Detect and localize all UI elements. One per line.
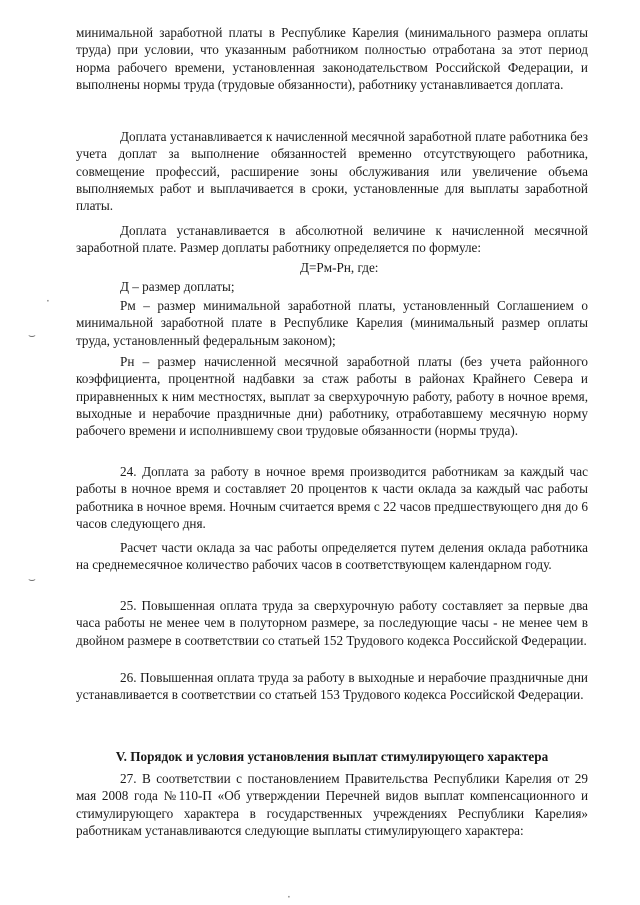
paragraph-hourly-rate: Расчет части оклада за час работы определяется путем деления оклада работника на среднемесячное количество рабочих часов в соответствующем календарном году. [76, 540, 588, 573]
section-heading-v: V. Порядок и условия установления выплат стимулирующего характера [115, 749, 549, 764]
definition-rn: Рн – размер начисленной месячной заработной платы (без учета районного коэффициента, процентной надбавки за стаж работы в районах Крайнего Севера и приравненных к ним местностях, выплат за сверхурочную работу, работу в ночное время, выходные и нерабочие праздничные дни) работнику, отработавшему месячную норму рабочего времени и исполнившему свои трудовые обязанности (нормы труда). [76, 354, 588, 439]
clause-24: 24. Доплата за работу в ночное время производится работникам за каждый час работы в ночное время и составляет 20 процентов к части оклада за каждый час работы работника в ночное время. Ночным считается время с 22 часов предшествующего дня до 6 часов следующего дня. [76, 464, 588, 531]
formula: Д=Рм-Рн, где: [300, 260, 379, 275]
paragraph-supplement-basis: Доплата устанавливается к начисленной месячной заработной плате работника без учета доплат за выполнение обязанностей временно отсутствующего работника, совмещение профессий, расширение зоны обслуживания или увеличение объема выполняемых работ и выплачивается в сроки, установленные для выплаты заработной платы. [76, 129, 588, 214]
clause-26: 26. Повышенная оплата труда за работу в выходные и нерабочие праздничные дни устанавливается в соответствии со статьей 153 Трудового кодекса Российской Федерации. [76, 670, 588, 703]
scan-mark: · [46, 294, 50, 308]
scan-mark: · [287, 890, 291, 904]
paragraph-supplement-formula-intro: Доплата устанавливается в абсолютной величине к начисленной месячной заработной плате. Размер доплаты работнику определяется по формуле: [76, 223, 588, 256]
definition-d: Д – размер доплаты; [120, 279, 235, 294]
clause-25: 25. Повышенная оплата труда за сверхурочную работу составляет за первые два часа работы не менее чем в полуторном размере, за последующие часы - не менее чем в двойном размере в соответствии со статьей 152 Трудового кодекса Российской Федерации. [76, 598, 588, 648]
scan-mark: ⌣ [28, 328, 36, 342]
clause-27: 27. В соответствии с постановлением Правительства Республики Карелия от 29 мая 2008 года №110-П «Об утверждении Перечней видов выплат компенсационного и стимулирующего характера в государственных учреждениях Республики Карелия» работникам устанавливаются следующие выплаты стимулирующего характера: [76, 771, 588, 838]
definition-rm: Рм – размер минимальной заработной платы, установленный Соглашением о минимальной заработной плате в Республике Карелия (минимальный размер оплаты труда, установленный федеральным законом); [76, 298, 588, 348]
paragraph-continuation: минимальной заработной платы в Республике Карелия (минимального размера оплаты труда) при условии, что указанным работником полностью отработана за этот период норма рабочего времени, установленная законодательством Российской Федерации, и выполнены нормы труда (трудовые обязанности), работнику устанавливается доплата. [76, 25, 588, 92]
scan-mark: ⌣ [28, 572, 36, 586]
